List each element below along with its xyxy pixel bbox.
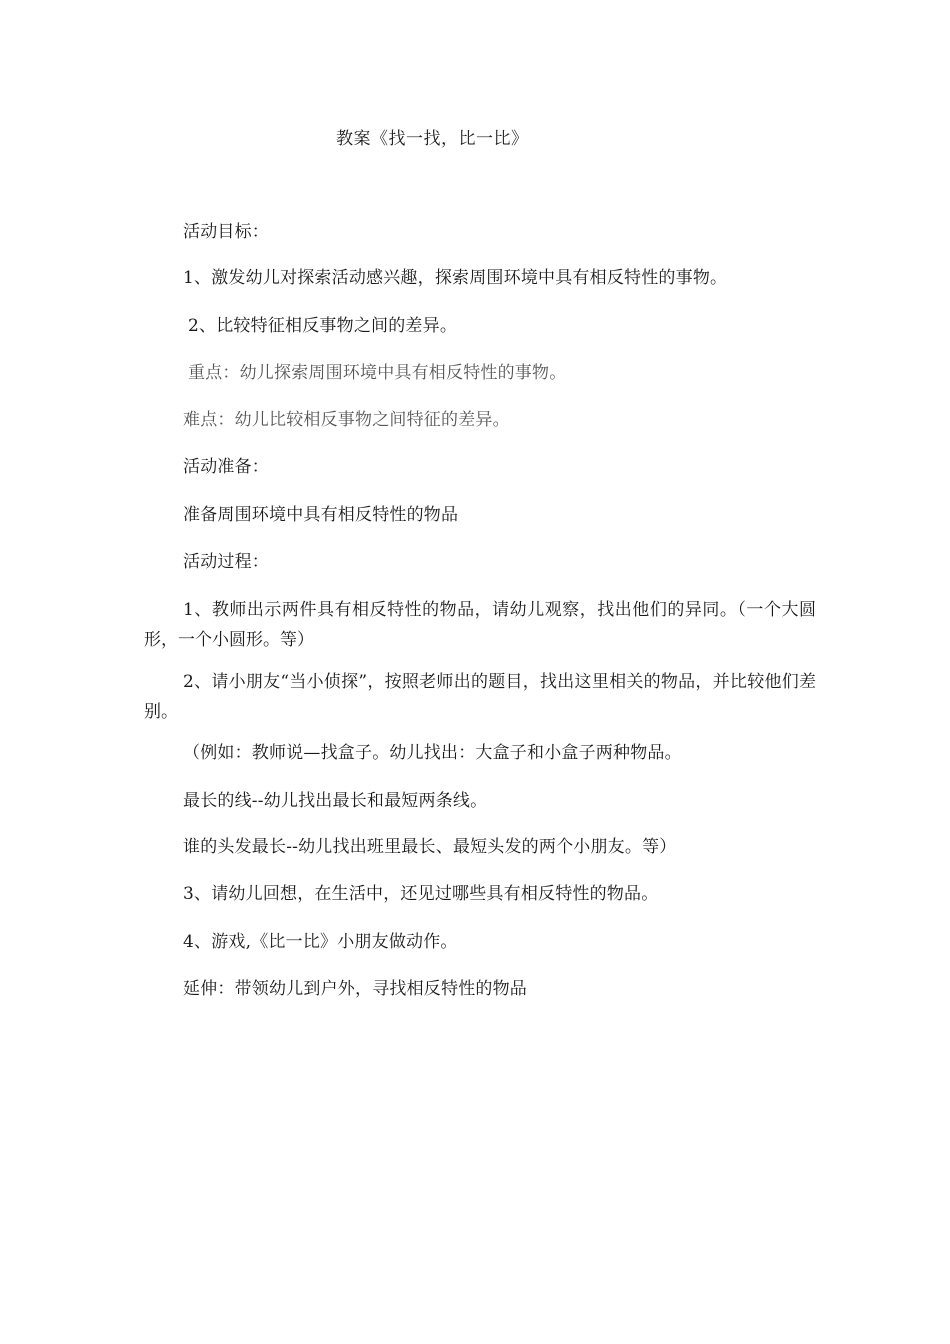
process-step-1: 1、教师出示两件具有相反特性的物品，请幼儿观察，找出他们的异同。（一个大圆形，一个小圆形。等） [144,600,816,650]
process-step-4: 4、游戏,《比一比》小朋友做动作。 [183,932,458,952]
key-point: 重点：幼儿探索周围环境中具有相反特性的事物。 [188,363,567,383]
example-line-3: 谁的头发最长--幼儿找出班里最长、最短头发的两个小朋友。等） [183,837,677,857]
goals-heading: 活动目标： [183,222,269,242]
goal-item-1: 1、激发幼儿对探索活动感兴趣，探索周围环境中具有相反特性的事物。 [183,268,728,288]
process-step-2: 2、请小朋友“当小侦探”，按照老师出的题目，找出这里相关的物品，并比较他们差别。 [144,672,816,722]
goal-item-2: 2、比较特征相反事物之间的差异。 [188,316,458,336]
example-line-2: 最长的线--幼儿找出最长和最短两条线。 [183,791,488,811]
difficulty-point: 难点：幼儿比较相反事物之间特征的差异。 [183,410,510,430]
document-title: 教案《找一找，比一比》 [336,129,529,149]
prep-text: 准备周围环境中具有相反特性的物品 [183,505,459,525]
example-line-1: （例如：教师说—找盒子。幼儿找出：大盒子和小盒子两种物品。 [183,743,682,763]
prep-heading: 活动准备： [183,457,269,477]
process-step-3: 3、请幼儿回想，在生活中，还见过哪些具有相反特性的物品。 [183,884,659,904]
process-heading: 活动过程： [183,552,269,572]
extension-text: 延伸：带领幼儿到户外，寻找相反特性的物品 [183,979,527,999]
